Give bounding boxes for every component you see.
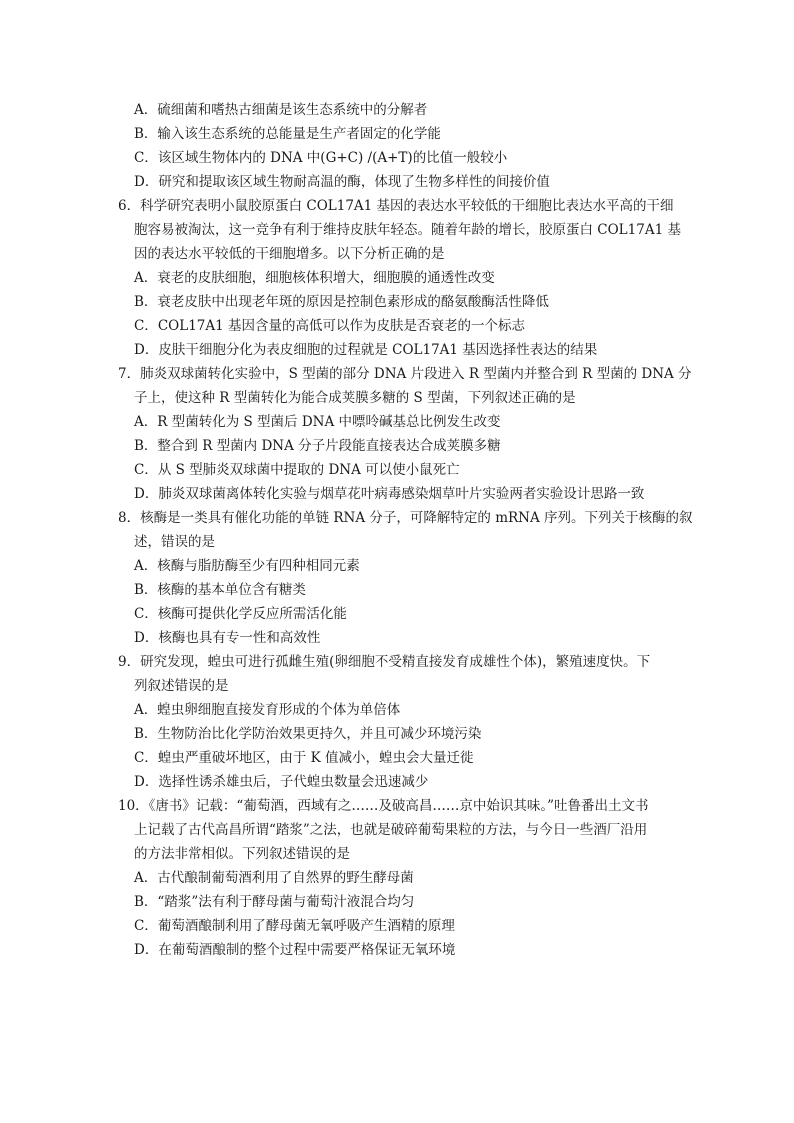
q6-option-b: B．衰老皮肤中出现老年斑的原因是控制色素形成的酪氨酸酶活性降低 (134, 294, 549, 310)
q7-stem-line-1: 7．肺炎双球菌转化实验中，S 型菌的部分 DNA 片段进入 R 型菌内并整合到 R 型菌的 DNA 分 (118, 366, 692, 382)
q10-stem-line-1: 10．《唐书》记载：“葡萄酒，西域有之……及破高昌……京中始识其味。”吐鲁番出土文书 (118, 798, 649, 814)
q6-stem-line-3: 因的表达水平较低的干细胞增多。以下分析正确的是 (134, 246, 445, 262)
q9-option-c: C．蝗虫严重破坏地区，由于 K 值减小，蝗虫会大量迁徙 (134, 750, 474, 766)
q9-stem-line-2: 列叙述错误的是 (134, 678, 229, 694)
q5-option-c: C．该区域生物体内的 DNA 中(G+C) /(A+T)的比值一般较小 (134, 150, 508, 166)
q10-stem-line-3: 的方法非常相似。下列叙述错误的是 (134, 846, 350, 862)
q8-stem-line-1: 8．核酶是一类具有催化功能的单链 RNA 分子，可降解特定的 mRNA 序列。下列关于核酶的叙 (118, 510, 693, 526)
q5-option-d: D．研究和提取该区域生物耐高温的酶，体现了生物多样性的间接价值 (134, 174, 550, 190)
q8-option-a: A．核酶与脂肪酶至少有四种相同元素 (134, 558, 360, 574)
q9-stem-line-1: 9．研究发现，蝗虫可进行孤雌生殖(卵细胞不受精直接发育成雄性个体)，繁殖速度快。下 (118, 654, 651, 670)
q8-stem-line-2: 述，错误的是 (134, 534, 215, 550)
q10-option-b: B．“踏浆”法有利于酵母菌与葡萄汁液混合均匀 (134, 894, 415, 910)
q6-option-a: A．衰老的皮肤细胞，细胞核体积增大，细胞膜的通透性改变 (134, 270, 495, 286)
q9-option-a: A．蝗虫卵细胞直接发育形成的个体为单倍体 (134, 702, 401, 718)
q8-option-b: B．核酶的基本单位含有糖类 (134, 582, 306, 598)
q7-option-c: C．从 S 型肺炎双球菌中提取的 DNA 可以使小鼠死亡 (134, 462, 460, 478)
q9-option-d: D．选择性诱杀雄虫后，子代蝗虫数量会迅速减少 (134, 774, 429, 790)
q8-option-c: C．核酶可提供化学反应所需活化能 (134, 606, 347, 622)
q10-option-a: A．古代酿制葡萄酒利用了自然界的野生酵母菌 (134, 870, 414, 886)
q7-stem-line-2: 子上，使这种 R 型菌转化为能合成荚膜多糖的 S 型菌，下列叙述正确的是 (134, 390, 576, 406)
q5-option-b: B．输入该生态系统的总能量是生产者固定的化学能 (134, 126, 441, 142)
q7-option-a: A．R 型菌转化为 S 型菌后 DNA 中嘌呤碱基总比例发生改变 (134, 414, 501, 430)
q8-option-d: D．核酶也具有专一性和高效性 (134, 630, 321, 646)
q10-option-c: C．葡萄酒酿制利用了酵母菌无氧呼吸产生酒精的原理 (134, 918, 455, 934)
q9-option-b: B．生物防治比化学防治效果更持久，并且可减少环境污染 (134, 726, 482, 742)
q6-stem-line-1: 6．科学研究表明小鼠胶原蛋白 COL17A1 基因的表达水平较低的干细胞比表达水平高的干细 (118, 198, 674, 214)
q7-option-b: B．整合到 R 型菌内 DNA 分子片段能直接表达合成荚膜多糖 (134, 438, 501, 454)
q6-option-d: D．皮肤干细胞分化为表皮细胞的过程就是 COL17A1 基因选择性表达的结果 (134, 342, 598, 358)
q7-option-d: D．肺炎双球菌离体转化实验与烟草花叶病毒感染烟草叶片实验两者实验设计思路一致 (134, 486, 645, 502)
q5-option-a: A．硫细菌和嗜热古细菌是该生态系统中的分解者 (134, 102, 428, 118)
q6-stem-line-2: 胞容易被淘汰，这一竞争有利于维持皮肤年轻态。随着年龄的增长，胶原蛋白 COL17A1 基 (134, 222, 681, 238)
q6-option-c: C．COL17A1 基因含量的高低可以作为皮肤是否衰老的一个标志 (134, 318, 525, 334)
q10-stem-line-2: 上记载了古代高昌所谓“踏浆”之法，也就是破碎葡萄果粒的方法，与今日一些酒厂沿用 (134, 822, 648, 838)
q10-option-d: D．在葡萄酒酿制的整个过程中需要严格保证无氧环境 (134, 942, 456, 958)
